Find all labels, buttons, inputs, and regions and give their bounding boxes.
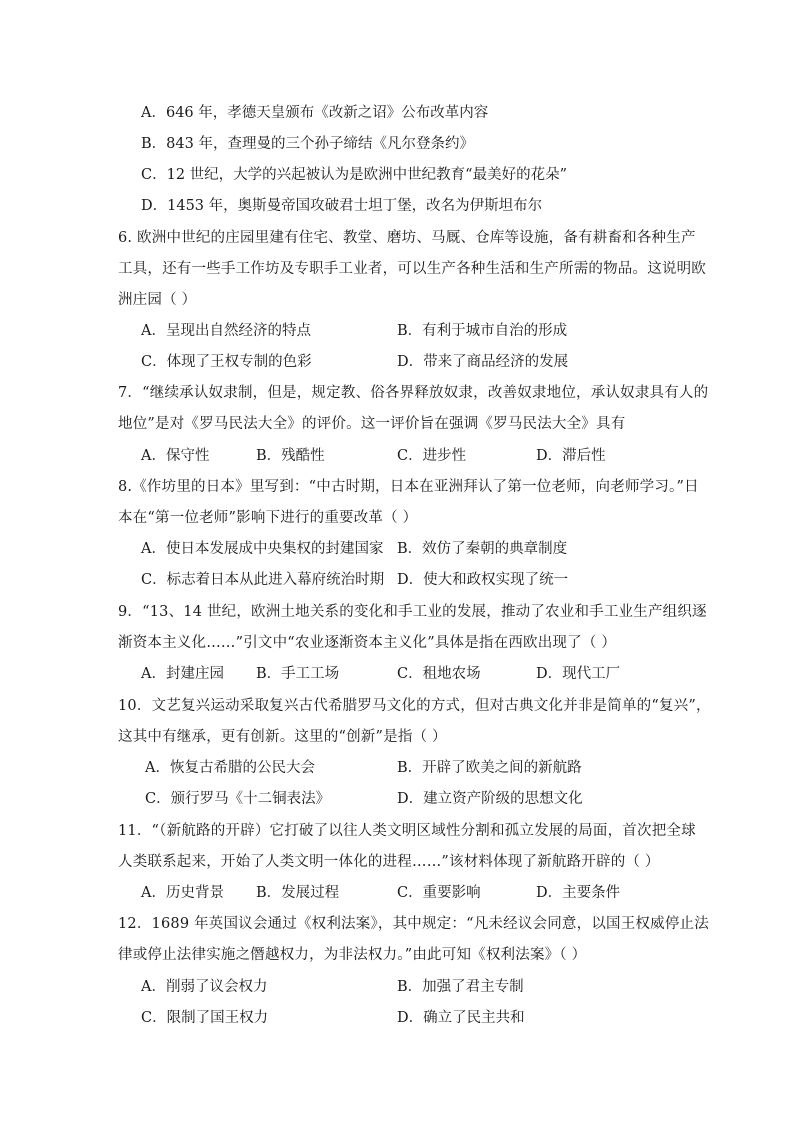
q10-option-c: C．颁行罗马《十二铜表法》 (145, 791, 331, 807)
q5-option-a: A．646 年，孝德天皇颁布《改新之诏》公布改革内容 (141, 105, 489, 121)
q12-option-d: D．确立了民主共和 (397, 1010, 525, 1026)
q7-option-a: A．保守性 (141, 448, 210, 464)
q11-stem-line-2: 人类联系起来，开始了人类文明一体化的进程……”该材料体现了新航路开辟的（ ） (118, 854, 660, 870)
q9-option-d: D．现代工厂 (536, 666, 621, 682)
q8-option-d: D．使大和政权实现了统一 (397, 572, 569, 588)
q5-option-b: B．843 年，查理曼的三个孙子缔结《凡尔登条约》 (141, 136, 474, 152)
q11-stem-line-1: 11．“（新航路的开辟）它打破了以往人类文明区域性分割和孤立发展的局面，首次把全球 (118, 823, 696, 839)
q6-option-a: A．呈现出自然经济的特点 (141, 323, 311, 339)
q6-option-d: D．带来了商品经济的发展 (397, 354, 569, 370)
q9-option-b: B．手工工场 (256, 666, 340, 682)
q6-option-c: C．体现了王权专制的色彩 (141, 354, 312, 370)
q9-stem-line-1: 9．“13、14 世纪，欧洲土地关系的变化和手工业的发展，推动了农业和手工业生产组织逐 (118, 604, 707, 620)
q10-stem-line-1: 10．文艺复兴运动采取复兴古代希腊罗马文化的方式，但对古典文化并非是简单的“复兴”， (118, 698, 711, 714)
q8-stem-line-2: 本在“第一位老师”影响下进行的重要改革（ ） (118, 510, 418, 526)
q6-option-b: B．有利于城市自治的形成 (397, 323, 568, 339)
q12-option-c: C．限制了国王权力 (141, 1010, 269, 1026)
q10-option-b: B．开辟了欧美之间的新航路 (397, 760, 582, 776)
q9-stem-line-2: 渐资本主义化……”引文中“农业逐渐资本主义化”具体是指在西欧出现了（ ） (118, 635, 617, 651)
q12-stem-line-2: 律或停止法律实施之僭越权力，为非法权力。”由此可知《权利法案》（ ） (118, 947, 587, 963)
q5-option-d: D．1453 年，奥斯曼帝国攻破君士坦丁堡，改名为伊斯坦布尔 (141, 198, 543, 214)
q12-stem-line-1: 12．1689 年英国议会通过《权利法案》，其中规定：“凡未经议会同意，以国王权威停止法 (118, 916, 709, 932)
q11-option-b: B．发展过程 (256, 885, 340, 901)
q7-option-b: B．残酷性 (256, 448, 325, 464)
q8-option-a: A．使日本发展成中央集权的封建国家 (141, 541, 384, 557)
q11-option-a: A．历史背景 (141, 885, 224, 901)
q6-stem-line-1: 6. 欧洲中世纪的庄园里建有住宅、教堂、磨坊、马厩、仓库等设施，备有耕畜和各种生产 (118, 230, 696, 246)
q11-option-d: D．主要条件 (536, 885, 621, 901)
q7-stem-line-2: 地位”是对《罗马民法大全》的评价。这一评价旨在强调《罗马民法大全》具有 (118, 416, 626, 432)
q8-stem-line-1: 8.《作坊里的日本》里写到：“中古时期，日本在亚洲拜认了第一位老师，向老师学习。”日 (118, 479, 699, 495)
q12-option-b: B．加强了君主专制 (397, 979, 524, 995)
q9-option-a: A．封建庄园 (141, 666, 224, 682)
q5-option-c: C．12 世纪，大学的兴起被认为是欧洲中世纪教育“最美好的花朵” (141, 167, 567, 183)
q7-option-c: C．进步性 (397, 448, 467, 464)
q8-option-c: C．标志着日本从此进入幕府统治时期 (141, 572, 385, 588)
q11-option-c: C．重要影响 (397, 885, 481, 901)
q10-stem-line-2: 这其中有继承，更有创新。这里的“创新”是指（ ） (118, 729, 447, 745)
q7-option-d: D．滞后性 (536, 448, 606, 464)
q6-stem-line-2: 工具，还有一些手工作坊及专职手工业者，可以生产各种生活和生产所需的物品。这说明欧 (118, 261, 706, 277)
q12-option-a: A．削弱了议会权力 (141, 979, 268, 995)
q10-option-a: A．恢复古希腊的公民大会 (145, 760, 315, 776)
q6-stem-line-3: 洲庄园（ ） (118, 292, 197, 308)
q10-option-d: D．建立资产阶级的思想文化 (397, 791, 583, 807)
q9-option-c: C．租地农场 (397, 666, 481, 682)
q8-option-b: B．效仿了秦朝的典章制度 (397, 541, 568, 557)
q7-stem-line-1: 7．“继续承认奴隶制，但是，规定教、俗各界释放奴隶，改善奴隶地位，承认奴隶具有人的 (118, 385, 709, 401)
